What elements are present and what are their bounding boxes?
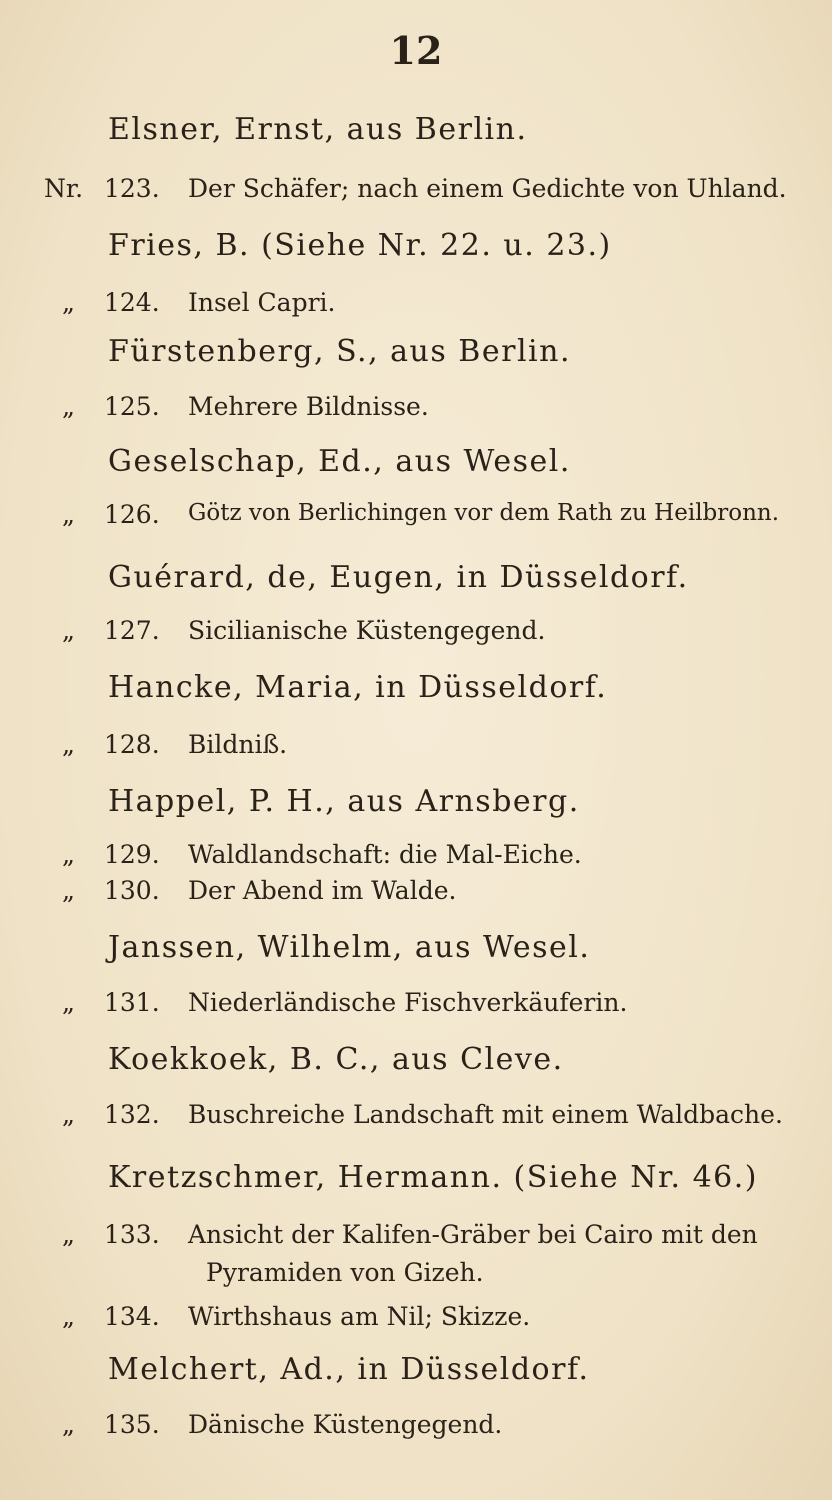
entry-title: Der Schäfer; nach einem Gedichte von Uhland. — [188, 174, 787, 203]
entry-title: Der Abend im Walde. — [188, 876, 457, 905]
entry-title: Ansicht der Kalifen-Gräber bei Cairo mit den — [188, 1220, 758, 1249]
entry-number: 134. — [104, 1302, 160, 1331]
entry-marker: „ — [62, 392, 75, 421]
entry-title: Buschreiche Landschaft mit einem Waldbache. — [188, 1100, 783, 1129]
entry-number: 126. — [104, 500, 160, 529]
artist-heading: Guérard, de, Eugen, in Düsseldorf. — [108, 560, 689, 595]
entry-title: Dänische Küstengegend. — [188, 1410, 503, 1439]
entry-number: 135. — [104, 1410, 160, 1439]
entry-marker: „ — [62, 1220, 75, 1249]
entry-title: Waldlandschaft: die Mal-Eiche. — [188, 840, 582, 869]
entry-marker: „ — [62, 730, 75, 759]
entry-number: 131. — [104, 988, 160, 1017]
entry-title: Götz von Berlichingen vor dem Rath zu Heilbronn. — [188, 500, 780, 526]
entry-marker: „ — [62, 988, 75, 1017]
entry-number: 125. — [104, 392, 160, 421]
artist-heading: Geselschap, Ed., aus Wesel. — [108, 444, 571, 479]
entry-title: Mehrere Bildnisse. — [188, 392, 429, 421]
entry-title: Insel Capri. — [188, 288, 336, 317]
artist-heading: Fries, B. (Siehe Nr. 22. u. 23.) — [108, 228, 612, 263]
entry-marker: „ — [62, 500, 75, 529]
entry-number: 124. — [104, 288, 160, 317]
entry-marker: „ — [62, 288, 75, 317]
entry-marker: „ — [62, 616, 75, 645]
artist-heading: Janssen, Wilhelm, aus Wesel. — [108, 930, 591, 965]
entry-number: 123. — [104, 174, 160, 203]
artist-heading: Melchert, Ad., in Düsseldorf. — [108, 1352, 590, 1387]
entry-number: 127. — [104, 616, 160, 645]
entry-number: 133. — [104, 1220, 160, 1249]
entry-number: 128. — [104, 730, 160, 759]
entry-marker: Nr. — [44, 174, 84, 203]
artist-heading: Kretzschmer, Hermann. (Siehe Nr. 46.) — [108, 1160, 759, 1195]
entry-marker: „ — [62, 876, 75, 905]
entry-marker: „ — [62, 1410, 75, 1439]
entry-number: 129. — [104, 840, 160, 869]
artist-heading: Happel, P. H., aus Arnsberg. — [108, 784, 580, 819]
entry-number: 130. — [104, 876, 160, 905]
entry-marker: „ — [62, 1100, 75, 1129]
entry-title: Wirthshaus am Nil; Skizze. — [188, 1302, 531, 1331]
artist-heading: Fürstenberg, S., aus Berlin. — [108, 334, 571, 369]
entry-number: 132. — [104, 1100, 160, 1129]
entry-marker: „ — [62, 840, 75, 869]
entry-title-continuation: Pyramiden von Gizeh. — [206, 1258, 484, 1287]
entry-title: Bildniß. — [188, 730, 288, 759]
artist-heading: Hancke, Maria, in Düsseldorf. — [108, 670, 608, 705]
artist-heading: Elsner, Ernst, aus Berlin. — [108, 112, 528, 147]
entry-title: Sicilianische Küstengegend. — [188, 616, 546, 645]
entry-title: Niederländische Fischverkäuferin. — [188, 988, 628, 1017]
entry-marker: „ — [62, 1302, 75, 1331]
page-number: 12 — [389, 28, 443, 73]
artist-heading: Koekkoek, B. C., aus Cleve. — [108, 1042, 564, 1077]
